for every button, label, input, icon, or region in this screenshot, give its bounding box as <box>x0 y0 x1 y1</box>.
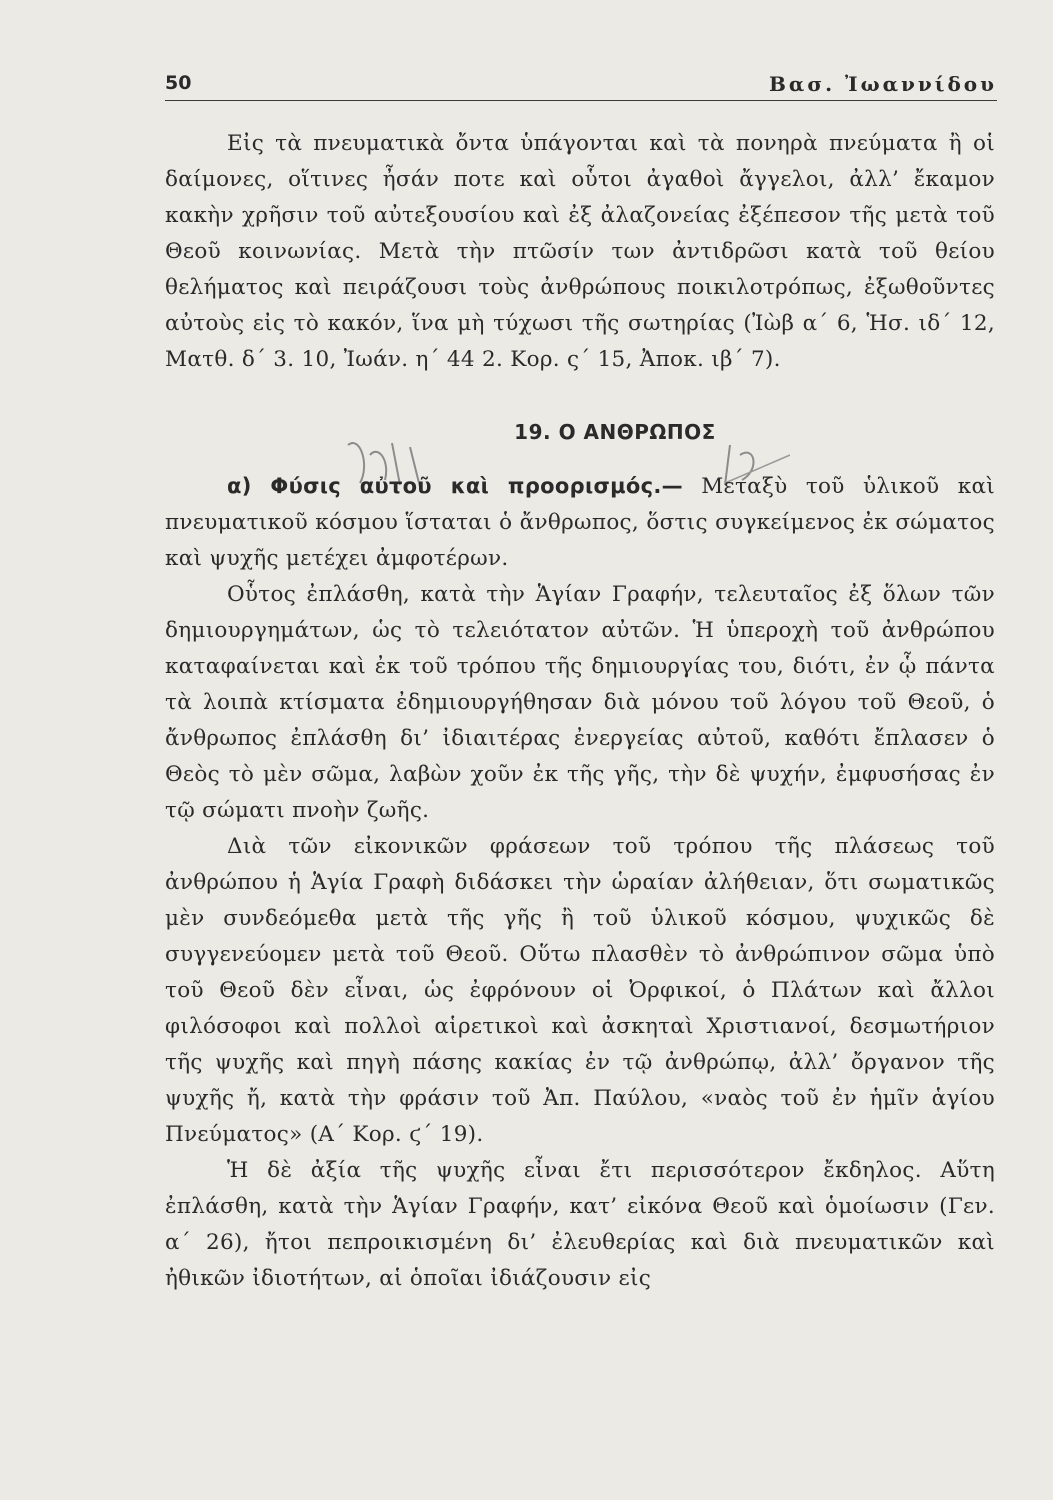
subsection-title: α) Φύσις αὐτοῦ καὶ προορισμός.— <box>227 474 683 498</box>
paragraph-2 <box>165 468 995 577</box>
paragraph-3: Οὗτος ἐπλάσθη, κατὰ τὴν Ἁγίαν Γραφήν, τελευταῖος ἐξ ὅλων τῶν δημιουργημάτων, ὡς τὸ τελειότατον αὐτῶν. Ἡ ὑπεροχὴ τοῦ ἀνθρώπου καταφαίνεται καὶ ἐκ τοῦ τρόπου τῆς δημιουργίας του, διότι, ἐν ᾧ πάντα τὰ λοιπὰ κτίσματα ἐδημιουργήθησαν διὰ μόνου τοῦ λόγου τοῦ Θεοῦ, ὁ ἄνθρωπος ἐπλάσθη δι’ ἰδιαιτέρας ἐνεργείας αὐτοῦ, καθότι ἔπλασεν ὁ Θεὸς τὸ μὲν σῶμα, λαβὼν χοῦν ἐκ τῆς γῆς, τὴν δὲ ψυχήν, ἐμφυσήσας ἐν τῷ σώματι πνοὴν ζωῆς. <box>165 582 995 823</box>
section-heading: 19. Ο ΑΝΘΡΩΠΟΣ <box>514 420 716 444</box>
page-header <box>165 64 997 101</box>
paragraph-4: Διὰ τῶν εἰκονικῶν φράσεων τοῦ τρόπου τῆς πλάσεως τοῦ ἀνθρώπου ἡ Ἁγία Γραφὴ διδάσκει τὴν ὡραίαν ἀλήθειαν, ὅτι σωματικῶς μὲν συνδεόμεθα μετὰ τῆς γῆς ἢ τοῦ ὑλικοῦ κόσμου, ψυχικῶς δὲ συγγενεύομεν μετὰ τοῦ Θεοῦ. Οὕτω πλασθὲν τὸ ἀνθρώπινον σῶμα ὑπὸ τοῦ Θεοῦ δὲν εἶναι, ὡς ἐφρόνουν οἱ Ὀρφικοί, ὁ Πλάτων καὶ ἄλλοι φιλόσοφοι καὶ πολλοὶ αἱρετικοὶ καὶ ἀσκηταὶ Χριστιανοί, δεσμωτήριον τῆς ψυχῆς καὶ πηγὴ πάσης κακίας ἐν τῷ ἀνθρώπῳ, ἀλλ’ ὄργανον τῆς ψυχῆς ἤ, κατὰ τὴν φράσιν τοῦ Ἀπ. Παύλου, «ναὸς τοῦ ἐν ἡμῖν ἁγίου Πνεύματος» (Α΄ Κορ. ϛ΄ 19). <box>165 834 995 1147</box>
body-text <box>165 126 995 1297</box>
page-number: 50 <box>165 72 192 94</box>
subsection-text: Μεταξὺ τοῦ ὑλικοῦ καὶ πνευματικοῦ κόσμου ἵσταται ὁ ἄνθρωπος, ὅστις συγκείμενος ἐκ σώματος καὶ ψυχῆς μετέχει ἀμφοτέρων. <box>165 474 995 571</box>
paragraph-5: Ἡ δὲ ἀξία τῆς ψυχῆς εἶναι ἔτι περισσότερον ἔκδηλος. Αὕτη ἐπλάσθη, κατὰ τὴν Ἁγίαν Γραφήν, κατ’ εἰκόνα Θεοῦ καὶ ὁμοίωσιν (Γεν. α΄ 26), ἤτοι πεπροικισμένη δι’ ἐλευθερίας καὶ διὰ πνευματικῶν καὶ ἠθικῶν ἰδιοτήτων, αἱ ὁποῖαι ἰδιάζουσιν εἰς <box>165 1158 995 1291</box>
paragraph-1: Εἰς τὰ πνευματικὰ ὄντα ὑπάγονται καὶ τὰ πονηρὰ πνεύματα ἢ οἱ δαίμονες, οἵτινες ἦσάν ποτε καὶ οὗτοι ἀγαθοὶ ἄγγελοι, ἀλλ’ ἔκαμον κακὴν χρῆσιν τοῦ αὐτεξουσίου καὶ ἐξ ἀλαζονείας ἐξέπεσον τῆς μετὰ τοῦ Θεοῦ κοινωνίας. Μετὰ τὴν πτῶσίν των ἀντιδρῶσι κατὰ τοῦ θείου θελήματος καὶ πειράζουσι τοὺς ἀνθρώπους ποικιλοτρόπως, ἐξωθοῦντες αὐτοὺς εἰς τὸ κακόν, ἵνα μὴ τύχωσι τῆς σωτηρίας (Ἰὼβ α΄ 6, Ἡσ. ιδ΄ 12, Ματθ. δ΄ 3. 10, Ἰωάν. η΄ 44 2. Κορ. ς΄ 15, Ἀποκ. ιβ΄ 7). <box>165 131 995 372</box>
running-head: Βασ. Ἰωαννίδου <box>769 72 997 96</box>
